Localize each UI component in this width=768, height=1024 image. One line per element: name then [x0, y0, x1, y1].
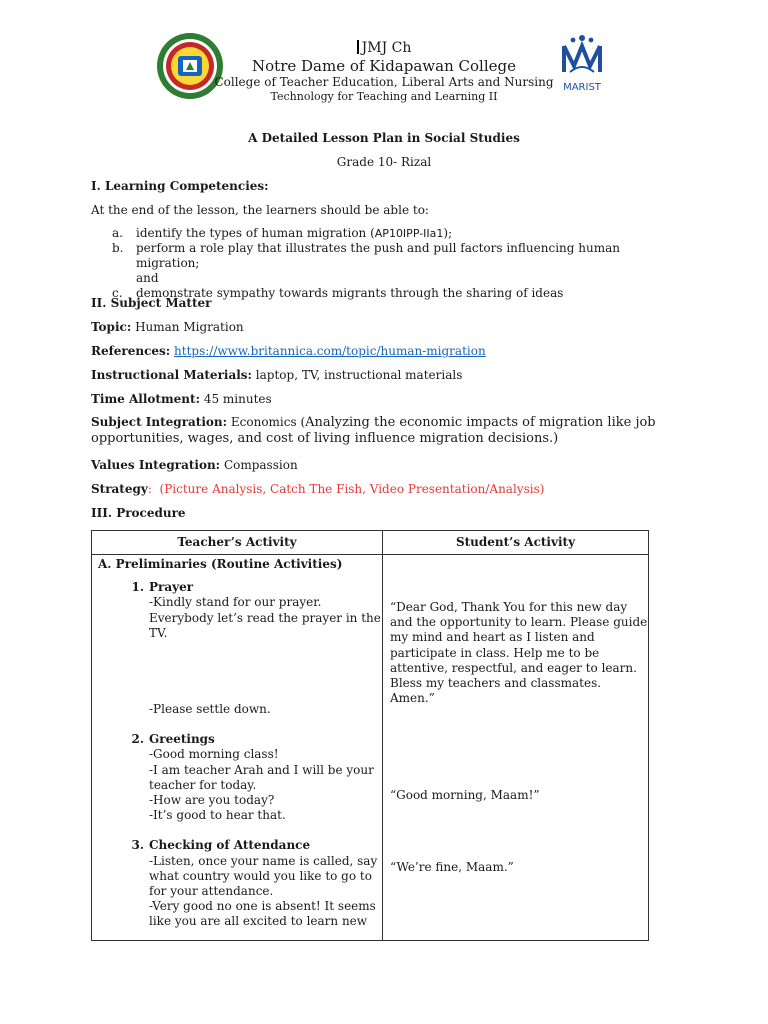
strategy-line: Strategy: (Picture Analysis, Catch The Fish, Video Presentation/Analysis) [91, 482, 545, 496]
reference-link[interactable]: https://www.britannica.com/topic/human-migration [174, 344, 486, 358]
procedure-item: 1. Prayer -Kindly stand for our prayer. Everybody let’s read the prayer in the TV. -Please settle down. [131, 580, 381, 717]
competencies-intro: At the end of the lesson, the learners should be able to: [91, 203, 429, 217]
jmj-bar [357, 40, 359, 54]
course-name: Technology for Teaching and Learning II [270, 90, 498, 103]
values-line: Values Integration: Compassion [91, 458, 298, 472]
procedure-item: 2. Greetings -Good morning class! -I am teacher Arah and I will be your teacher for today. -How are you today? -It’s good to hear that. [131, 732, 374, 823]
subject-heading: II. Subject Matter [91, 296, 212, 310]
student-fine: “We’re fine, Maam.” [390, 859, 514, 874]
procedure-table [91, 530, 649, 941]
student-prayer: “Dear God, Thank You for this new day and the opportunity to learn. Please guide my mind and heart as I listen and participate in class. Help me to be attentive, respectful, and eager to learn. Bless my teachers and classmates. Amen.” [390, 600, 648, 706]
college-name: College of Teacher Education, Liberal Arts and Nursing [214, 75, 554, 89]
references-line: References: https://www.britannica.com/topic/human-migration [91, 344, 486, 358]
marist-label: MARIST [563, 82, 601, 93]
procedure-heading: III. Procedure [91, 506, 186, 520]
time-line: Time Allotment: 45 minutes [91, 392, 272, 406]
student-cell [383, 555, 649, 941]
col-teacher: Teacher’s Activity [92, 531, 383, 555]
school-name: Notre Dame of Kidapawan College [252, 57, 516, 75]
procedure-item: 3. Checking of Attendance -Listen, once your name is called, say what country would you like to go to for your attendance. -Very good no one is absent! It seems like you are all excited to learn new [131, 838, 378, 929]
competencies-heading: I. Learning Competencies: [91, 179, 269, 193]
section-a-title: A. Preliminaries (Routine Activities) [98, 557, 343, 571]
col-student: Student’s Activity [383, 531, 649, 555]
teacher-cell [92, 555, 383, 941]
topic-line: Topic: Human Migration [91, 320, 244, 334]
list-item: b. perform a role play that illustrates the push and pull factors influencing human migration; and [112, 241, 620, 285]
subject-integration: Subject Integration: Economics (Analyzing the economic impacts of migration like job opportunities, wages, and cost of living influence migration decisions.) [91, 415, 656, 446]
doc-title: A Detailed Lesson Plan in Social Studies [248, 131, 520, 145]
doc-grade: Grade 10- Rizal [336, 155, 432, 169]
materials-line: Instructional Materials: laptop, TV, instructional materials [91, 368, 463, 382]
competencies-list [112, 226, 672, 301]
list-item: c. demonstrate sympathy towards migrants through the sharing of ideas [112, 286, 564, 300]
list-item: a. identify the types of human migration (AP10IPP-IIa1); [112, 226, 453, 240]
student-greeting: “Good morning, Maam!” [390, 788, 540, 803]
jmj-line: JMJ Ch [0, 40, 768, 57]
